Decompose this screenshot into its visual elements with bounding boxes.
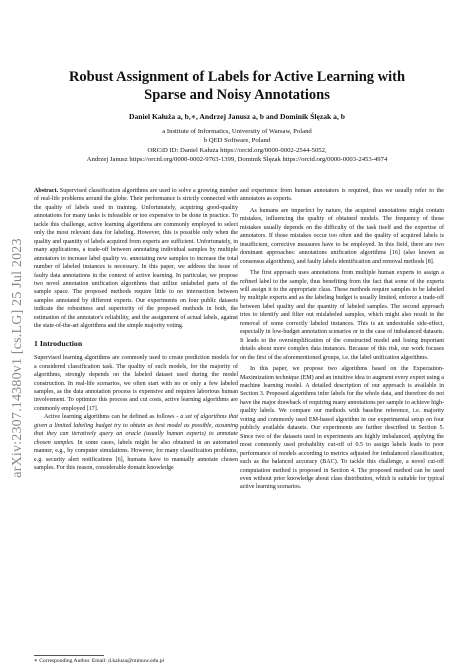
title-line-1: Robust Assignment of Labels for Active Learning with [68, 69, 406, 85]
orcid-line-2: Andrzej Janusz https://orcid.org/0000-0002-9763-1399, Dominik Ślęzak https://orcid.org/0000-0003-2453-4974 [86, 156, 388, 164]
abstract-text: Supervised classification algorithms are used to solve a growing number of real-life problems around the globe. Their performance is strictly connected with the quality of labels used in training. Unfortunately, acquiring good-quality annotations for many tasks is infeasible or too expensive to be done in practice. To tackle this challenge, active learning algorithms are commonly employed to select only the most relevant data for labeling. However, this is possible only when the quality and quantity of labels acquired from experts are sufficient. Unfortunately, in many applications, a trade-off between annotating individual samples by multiple annotators to increase label quality vs. annotating new samples to increase the total number of labeled instances is necessary. In this paper, we address the issue of faulty data annotations in the context of active learning. In particular, we propose two novel annotation unification algorithms that utilize unlabeled parts of the sample space. The proposed methods require little to no intersection between samples annotated by different experts. Our experiments on four public datasets indicate the robustness and superiority of the proposed methods in both, the estimation of the annotator's reliability, and the assignment of actual labels, against the state-of-the-art algorithms and the simple majority voting. [34, 188, 238, 330]
affiliation-a: a Institute of Informatics, University of Warsaw, Poland [162, 128, 312, 135]
title-line-2: Sparse and Noisy Annotations [144, 87, 330, 103]
intro-p2-end: In some cases, labels might be also obtained in an automated manner, e.g., by computer simulations. However, for many classification problems, e.g. security alert notifications [6], humans have to manually annotate chosen samples. For this reason, considerable domain knowledge [34, 439, 238, 472]
section-heading-introduction: 1 Introduction [34, 338, 83, 348]
intro-p2-start: Active learning algorithms can be defined as follows - [44, 414, 181, 421]
footnote-corresponding-author: ∗ Corresponding Author. Email: d.kaluza@mimuw.edu.pl [34, 658, 165, 664]
author-list: Daniel Kałuża a, b,∗, Andrzej Janusz a, b and Dominik Ślęzak a, b [128, 112, 345, 121]
right-paragraph-1: As humans are imperfect by nature, the acquired annotations might contain mistakes, influencing the quality of obtained models. The frequency of those mistakes usually depends on the difficulty of the task itself and the expertise of annotators. If those mistakes occur too often and the quality of acquired labels is insufficient, corrective measures have to be employed. In this field, there are two dominant approaches: annotations unification algorithms [16] (also known as consensus algorithms), and faulty labels identification and removal methods [8]. [240, 207, 444, 265]
left-column [34, 187, 238, 473]
abstract-label: Abstract. [34, 188, 59, 194]
footnote-divider [34, 655, 104, 656]
arxiv-identifier: arXiv:2307.14380v1 [cs.LG] 25 Jul 2023 [10, 238, 25, 478]
right-paragraph-2: The first approach uses annotations from multiple human experts to assign a refined label to the sample, thus benefiting from the fact that some of the experts will assign it to the appropriate class. These methods require samples to be labeled by multiple experts and as the labeling budget is usually limited, enforce a trade-off between label quality and the quantity of labeled samples. The second approach tries to identify and filter out mislabeled samples, which might also result in the removal of some correctly labeled instances. This is an undesirable side-effect, especially in low-budget annotation scenarios or in the case of imbalanced datasets. It leads to the oversimplification of the constructed model and losing important details about more complex data instances. Because of this risk, our work focuses on the first of the aforementioned groups, i.e. the label unification algorithms. [240, 270, 444, 361]
right-column [240, 187, 444, 492]
intro-paragraph-1: Supervised learning algorithms are commonly used to create prediction models for a considered classification task. The quality of such models, for the majority of algorithms, strongly depends on the labeled dataset used during the model construction. In real-life scenarios, we often start with no or only a few labeled samples, as the data annotation process is expensive and requires laborious human involvement. To optimize this process and cut costs, active learning algorithms are commonly employed [17]. [34, 355, 238, 412]
intro-paragraph-2 [34, 413, 238, 472]
paper-title [40, 68, 434, 104]
right-paragraph-3: In this paper, we propose two algorithms based on the Expectation-Maximization technique (EM) and an intuitive idea to augment every expert using a machine learning model. A detailed description of our approach is available in Section 3. Proposed algorithms infer labels for the whole data, and therefore do not have the major drawback of requiring many annotations per sample to achieve high-quality labels. We compare our methods with baseline reference, i.e. majority voting and commonly used EM-based algorithm in our experimental setup on four publicly available datasets. Our experiments are further described in Section 5. Since two of the datasets used in experiments are highly imbalanced, applying the most commonly used probability cut-off of 0.5 to assign labels leads to poor performance of models according to metrics adjusted for imbalanced classification, such as the balanced accuracy (BAC). To tackle this challenge, a novel cut-off computation method is proposed in Section 4. The proposed method can be used even without prior knowledge about class distribution, which is suitable for typical active learning scenarios. [240, 366, 444, 491]
abstract [34, 187, 238, 331]
affiliation-b: b QED Software, Poland [203, 137, 271, 145]
affiliations [30, 127, 444, 165]
orcid-line-1: ORCiD ID: Daniel Kałuża https://orcid.org/0000-0002-2544-5052, [147, 146, 327, 154]
right-paragraph-0: and experience from human annotators is required, thus we usually refer to the annotators as experts. [240, 188, 444, 203]
intro-p2-definition: a set of algorithms that given a limited labeling budget try to obtain as best model as possible, assuming that they can iteratively query an oracle (usually human experts) to annotate chosen samples. [34, 414, 238, 446]
